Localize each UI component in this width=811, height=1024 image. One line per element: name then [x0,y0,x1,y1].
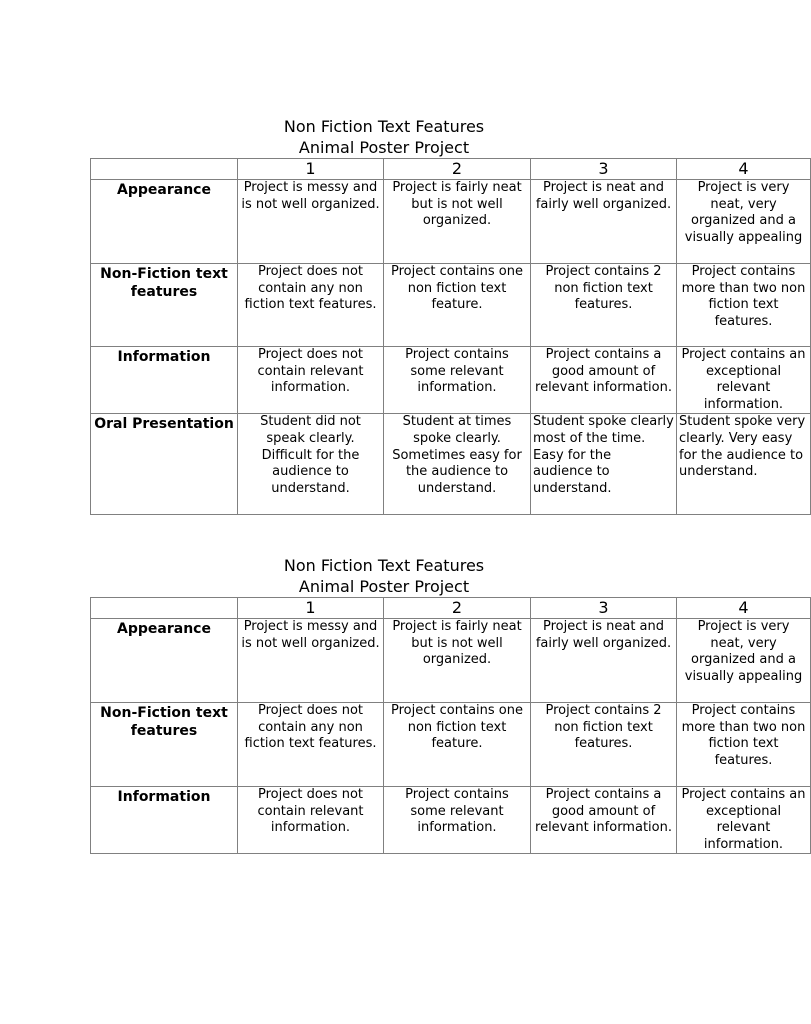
score-1-header: 1 [238,598,384,619]
table-cell: Project contains an exceptional relevant information. [677,347,811,414]
criterion-non-fiction-text-features: Non-Fiction text features [91,264,238,347]
rubric-title-line1: Non Fiction Text Features [283,556,485,575]
criterion-appearance: Appearance [91,619,238,703]
table-cell: Project contains some relevant information. [384,347,531,414]
rubric-title-line2: Animal Poster Project [298,577,470,596]
table-cell: Project contains 2 non fiction text features. [531,703,677,787]
criterion-appearance: Appearance [91,180,238,264]
table-cell: Project contains one non fiction text feature. [384,703,531,787]
table-cell: Project does not contain relevant information. [238,787,384,854]
table-cell: Project does not contain any non fiction text features. [238,264,384,347]
score-2-header: 2 [384,598,531,619]
score-2-header: 2 [384,159,531,180]
rubric-table [90,158,811,515]
table-row [91,264,811,347]
score-1-header: 1 [238,159,384,180]
table-cell: Student spoke clearly most of the time. Easy for the audience to understand. [531,414,677,515]
criterion-information: Information [91,787,238,854]
score-header-row [91,159,811,180]
table-row [91,180,811,264]
corner-cell [91,159,238,180]
table-row [91,703,811,787]
corner-cell [91,598,238,619]
table-cell: Student did not speak clearly. Difficult for the audience to understand. [238,414,384,515]
table-row [91,414,811,515]
score-header-row [91,598,811,619]
table-cell: Project contains more than two non fiction text features. [677,703,811,787]
table-cell: Project does not contain relevant information. [238,347,384,414]
table-cell: Project is messy and is not well organized. [238,180,384,264]
rubric-table-viewport [90,597,806,854]
table-cell: Project contains 2 non fiction text features. [531,264,677,347]
criterion-non-fiction-text-features: Non-Fiction text features [91,703,238,787]
score-3-header: 3 [531,598,677,619]
table-cell: Project is very neat, very organized and a visually appealing [677,619,811,703]
table-cell: Project is messy and is not well organized. [238,619,384,703]
rubric-2 [90,555,806,854]
rubric-table-viewport [90,158,806,515]
rubric-title-line2: Animal Poster Project [298,138,470,157]
score-4-header: 4 [677,159,811,180]
table-cell: Project is neat and fairly well organized. [531,619,677,703]
criterion-information: Information [91,347,238,414]
rubric-table [90,597,811,854]
score-4-header: 4 [677,598,811,619]
table-cell: Project contains a good amount of relevant information. [531,347,677,414]
table-cell: Project is neat and fairly well organized. [531,180,677,264]
table-row [91,619,811,703]
rubric-title-line1: Non Fiction Text Features [283,117,485,136]
table-cell: Project is very neat, very organized and a visually appealing [677,180,811,264]
table-cell: Project contains some relevant information. [384,787,531,854]
table-cell: Student spoke very clearly. Very easy for the audience to understand. [677,414,811,515]
table-cell: Project contains one non fiction text feature. [384,264,531,347]
criterion-oral-presentation: Oral Presentation [91,414,238,515]
score-3-header: 3 [531,159,677,180]
table-cell: Project is fairly neat but is not well organized. [384,619,531,703]
rubric-1 [90,116,806,515]
table-row [91,787,811,854]
table-row [91,347,811,414]
table-cell: Project does not contain any non fiction text features. [238,703,384,787]
table-cell: Project contains an exceptional relevant information. [677,787,811,854]
table-cell: Project contains more than two non fiction text features. [677,264,811,347]
table-cell: Project contains a good amount of relevant information. [531,787,677,854]
table-cell: Project is fairly neat but is not well organized. [384,180,531,264]
table-cell: Student at times spoke clearly. Sometimes easy for the audience to understand. [384,414,531,515]
